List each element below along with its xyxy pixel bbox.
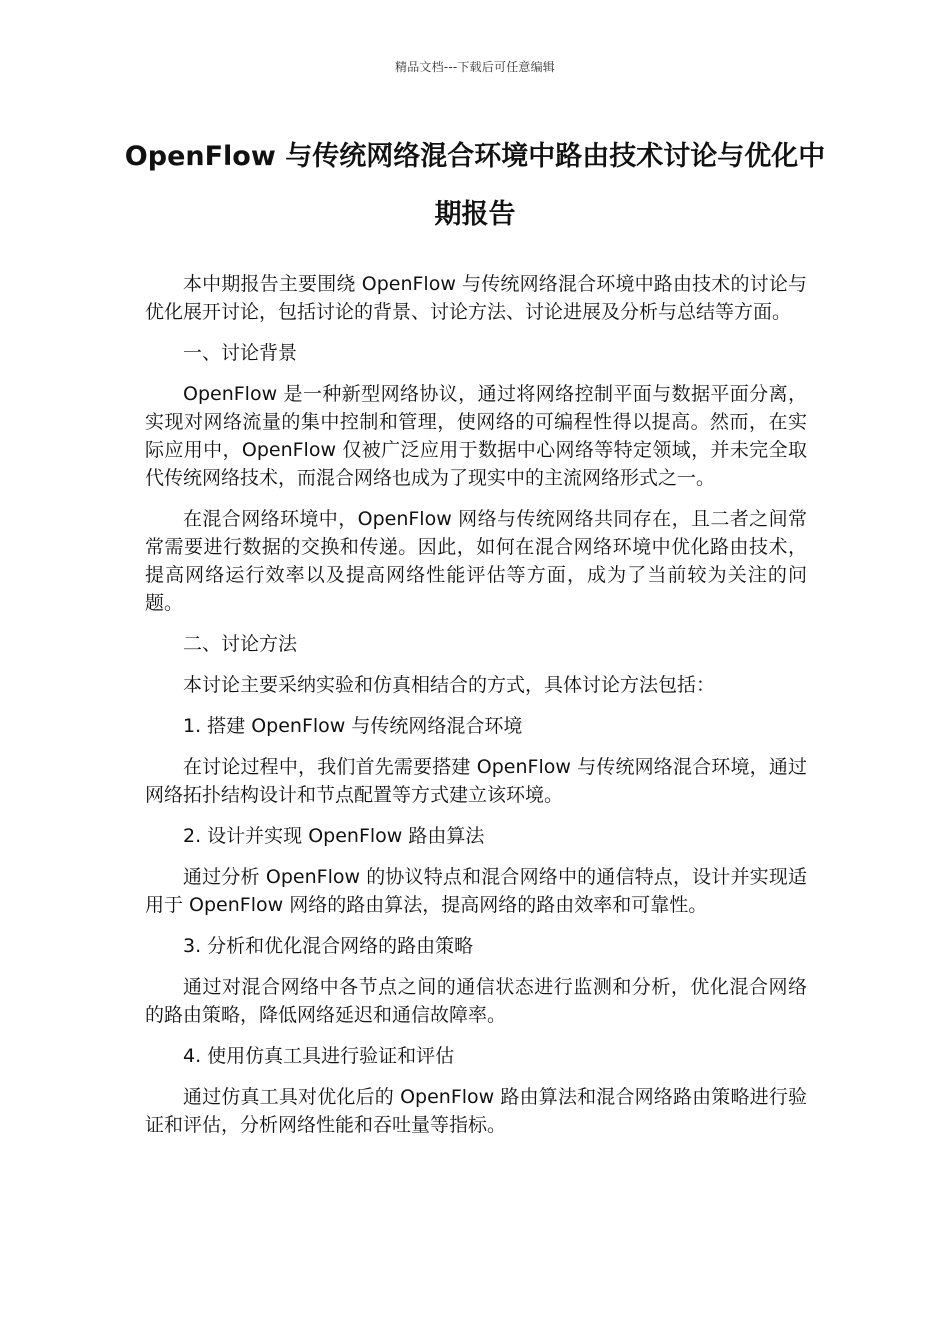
method-item-3-heading: 3. 分析和优化混合网络的路由策略 (183, 935, 474, 957)
page-header: 精品文档---下载后可任意编辑 (395, 60, 555, 74)
document-title: OpenFlow 与传统网络混合环境中路由技术讨论与优化中期报告 (124, 141, 826, 230)
body-paragraph: 在混合网络环境中，OpenFlow 网络与传统网络共同存在，且二者之间常常需要进行数据的交换和传递。因此，如何在混合网络环境中优化路由技术，提高网络运行效率以及提高网络性能评估等方面，成为了当前较为关注的问题。 (145, 508, 807, 614)
method-item-1-heading: 1. 搭建 OpenFlow 与传统网络混合环境 (183, 715, 523, 737)
body-paragraph: 本讨论主要采纳实验和仿真相结合的方式，具体讨论方法包括： (183, 674, 716, 696)
body-paragraph: 在讨论过程中，我们首先需要搭建 OpenFlow 与传统网络混合环境，通过网络拓扑结构设计和节点配置等方式建立该环境。 (145, 756, 807, 806)
document-body (145, 270, 807, 1152)
section-heading-method: 二、讨论方法 (183, 633, 298, 655)
body-paragraph: 通过对混合网络中各节点之间的通信状态进行监测和分析，优化混合网络的路由策略，降低网络延迟和通信故障率。 (145, 976, 807, 1026)
body-paragraph: 通过仿真工具对优化后的 OpenFlow 路由算法和混合网络路由策略进行验证和评估，分析网络性能和吞吐量等指标。 (145, 1086, 807, 1136)
body-paragraph: OpenFlow 是一种新型网络协议，通过将网络控制平面与数据平面分离，实现对网络流量的集中控制和管理，使网络的可编程性得以提高。然而，在实际应用中，OpenFlow 仅被广泛应用于数据中心网络等特定领域，并未完全取代传统网络技术，而混合网络也成为了现实中的主流网络形式之一。 (145, 383, 807, 489)
body-paragraph: 通过分析 OpenFlow 的协议特点和混合网络中的通信特点，设计并实现适用于 OpenFlow 网络的路由算法，提高网络的路由效率和可靠性。 (145, 866, 807, 916)
method-item-2-heading: 2. 设计并实现 OpenFlow 路由算法 (183, 825, 485, 847)
method-item-4-heading: 4. 使用仿真工具进行验证和评估 (183, 1045, 455, 1067)
intro-paragraph: 本中期报告主要围绕 OpenFlow 与传统网络混合环境中路由技术的讨论与优化展开讨论，包括讨论的背景、讨论方法、讨论进展及分析与总结等方面。 (145, 273, 807, 323)
section-heading-background: 一、讨论背景 (183, 342, 298, 364)
